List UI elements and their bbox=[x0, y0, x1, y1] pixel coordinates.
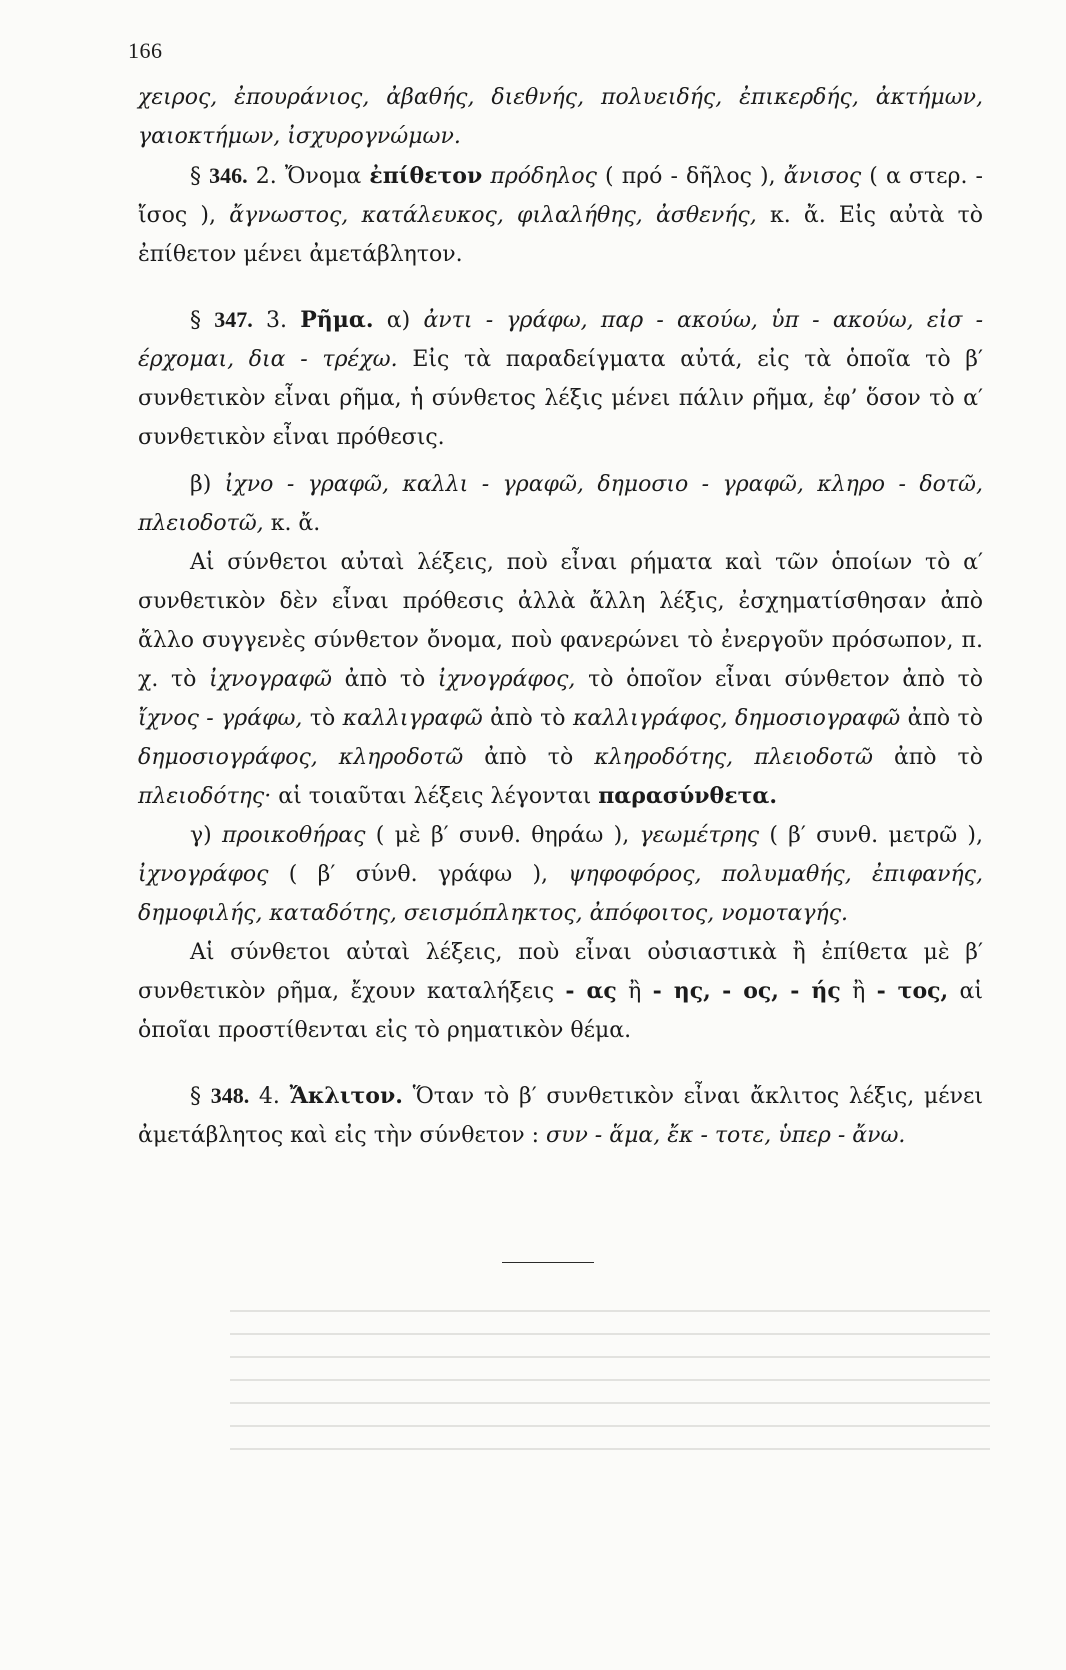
example-word: ἰχνογραφῶ bbox=[209, 667, 332, 692]
page-body bbox=[138, 78, 983, 1155]
section-term: ἐπίθετον bbox=[369, 163, 483, 189]
bleed-line bbox=[230, 1379, 990, 1381]
text-run: ἀπὸ τὸ bbox=[907, 706, 983, 731]
text-run: ἀπὸ τὸ bbox=[490, 706, 566, 731]
bleed-line bbox=[230, 1402, 990, 1404]
section-term: Ρῆμα. bbox=[300, 307, 374, 333]
bleed-line bbox=[230, 1448, 990, 1450]
example-note: ( α στερ. - ἴσος ), bbox=[138, 164, 983, 228]
example-word: γεωμέτρης bbox=[639, 823, 760, 848]
example-word: ἰχνογράφος, bbox=[437, 667, 576, 692]
section-symbol: § bbox=[190, 1084, 201, 1109]
example-word: ἴχνος - γράφω, bbox=[138, 706, 303, 731]
section-347 bbox=[138, 300, 983, 457]
example-note: ( πρό - δῆλος ), bbox=[605, 164, 776, 189]
text-run: Αἱ σύνθετοι αὐταὶ λέξεις, ποὺ εἶναι ρήματα καὶ τῶν ὁποίων τὸ α′ συνθετικὸν δὲν εἶναι πρόθεσις ἀλλὰ ἄλλη λέξις, ἐσχηματίσθησαν ἀπὸ ἄλλο συγγενὲς σύνθετον ὄνομα, ποὺ φανερώνει τὸ ἐνεργοῦν πρόσωπον, π. χ. τὸ bbox=[138, 550, 983, 692]
item-label: β) bbox=[190, 472, 212, 497]
example-note: ( β′ συνθ. μετρῶ ), bbox=[769, 823, 983, 848]
text-run: ἀπὸ τὸ bbox=[344, 667, 426, 692]
example-word: ἰχνογράφος bbox=[138, 862, 269, 887]
section-term: Ἄκλιτον. bbox=[289, 1083, 403, 1109]
section-text: κ. ἄ. Εἰς αὐτὰ τὸ ἐπίθετον μένει ἀμετάβλητον. bbox=[138, 203, 983, 267]
ending: - ος, bbox=[722, 978, 779, 1004]
example-note: ( μὲ β′ συνθ. θηράω ), bbox=[375, 823, 630, 848]
bleed-line bbox=[230, 1333, 990, 1335]
example-word: κληροδότης, πλειοδοτῶ bbox=[594, 745, 873, 770]
bleed-line bbox=[230, 1310, 990, 1312]
item-label: γ) bbox=[190, 823, 212, 848]
text-run: ἀπὸ τὸ bbox=[484, 745, 574, 770]
abbreviation: κ. ἄ. bbox=[270, 511, 321, 536]
section-number: 348. bbox=[210, 1083, 250, 1108]
lead-word: Ὄνομα bbox=[284, 164, 362, 189]
paragraph-adjective-examples bbox=[138, 78, 983, 156]
end-rule bbox=[502, 1262, 594, 1263]
section-text: Ὅταν τὸ β′ συνθετικὸν εἶναι ἄκλιτος λέξις, μένει ἀμετάβλητος καὶ εἰς τὴν σύνθετον : bbox=[138, 1084, 984, 1148]
subsection-number: 4. bbox=[258, 1084, 280, 1109]
example-word: πλειοδότης· bbox=[138, 784, 272, 809]
bleed-line bbox=[230, 1425, 990, 1427]
subsection-number: 2. bbox=[255, 164, 277, 189]
ending: - ας bbox=[565, 978, 617, 1004]
paragraph-text: χειρος, ἐπουράνιος, ἀβαθής, διεθνής, πολυειδής, ἐπικερδής, ἀκτήμων, γαιοκτήμων, ἰσχυρογνώμων. bbox=[138, 85, 983, 149]
section-number: 346. bbox=[209, 163, 248, 188]
section-symbol: § bbox=[190, 164, 201, 189]
section-number: 347. bbox=[214, 307, 253, 332]
example-word: καλλιγραφῶ bbox=[342, 706, 483, 731]
text-run: αἱ ὁποῖαι προστίθενται εἰς τὸ ρηματικὸν θέμα. bbox=[138, 979, 984, 1043]
text-run: τὸ bbox=[309, 706, 336, 731]
paragraph-c-examples bbox=[138, 816, 983, 933]
section-symbol: § bbox=[190, 308, 201, 333]
text-run: ἢ bbox=[628, 979, 642, 1004]
example-word: καλλιγράφος, δημοσιογραφῶ bbox=[572, 706, 901, 731]
example-words: ψηφοφόρος, πολυμαθής, ἐπιφανής, δημοφιλής, καταδότης, σεισμόπληκτος, ἀπόφοιτος, νομοταγής. bbox=[138, 862, 983, 926]
bleed-through-lines bbox=[230, 1310, 990, 1670]
section-346 bbox=[138, 156, 983, 274]
example-word: δημοσιογράφος, κληροδοτῶ bbox=[138, 745, 464, 770]
example-words: ἰχνο - γραφῶ, καλλι - γραφῶ, δημοσιο - γραφῶ, κληρο - δοτῶ, πλειοδοτῶ, bbox=[138, 472, 983, 536]
example-word: προικοθήρας bbox=[222, 823, 366, 848]
paragraph-b-examples bbox=[138, 465, 983, 543]
example-words: συν - ἅμα, ἔκ - τοτε, ὑπερ - ἄνω. bbox=[546, 1123, 906, 1148]
text-run: ἢ bbox=[852, 979, 866, 1004]
text-run: ἀπὸ τὸ bbox=[893, 745, 983, 770]
example-note: ( β′ σύνθ. γράφω ), bbox=[288, 862, 549, 887]
paragraph-b-explanation bbox=[138, 543, 983, 816]
ending: - ης, bbox=[652, 978, 711, 1004]
ending: - τος, bbox=[876, 978, 949, 1004]
example-words: ἄγνωστος, κατάλευκος, φιλαλήθης, ἀσθενής, bbox=[229, 203, 757, 228]
paragraph-c-explanation bbox=[138, 933, 983, 1050]
example-words: ἀντι - γράφω, παρ - ακούω, ὑπ - ακούω, εἰσ - έρχομαι, δια - τρέχω. bbox=[138, 308, 984, 372]
section-text: Εἰς τὰ παραδείγματα αὐτά, εἰς τὰ ὁποῖα τὸ β′ συνθετικὸν εἶναι ρῆμα, ἡ σύνθετος λέξις μένει πάλιν ρῆμα, ἐφ’ ὅσον τὸ α′ συνθετικὸν εἶναι πρόθεσις. bbox=[138, 347, 984, 450]
text-run: αἱ τοιαῦται λέξεις λέγονται bbox=[278, 784, 592, 809]
text-run: τὸ ὁποῖον εἶναι σύνθετον ἀπὸ τὸ bbox=[588, 667, 984, 692]
text-run: Αἱ σύνθετοι αὐταὶ λέξεις, ποὺ εἶναι οὐσιαστικὰ ἢ ἐπίθετα μὲ β′ συνθετικὸν ρῆμα, ἔχουν καταλήξεις bbox=[138, 940, 983, 1004]
bleed-line bbox=[230, 1356, 990, 1358]
section-348 bbox=[138, 1076, 983, 1155]
example-word: ἄνισος bbox=[783, 164, 862, 189]
item-label: α) bbox=[386, 308, 411, 333]
subsection-number: 3. bbox=[266, 308, 287, 333]
example-word: πρόδηλος bbox=[490, 164, 597, 189]
ending: - ής bbox=[790, 978, 841, 1004]
defined-term: παρασύνθετα. bbox=[598, 783, 777, 809]
page-number: 166 bbox=[128, 38, 163, 63]
